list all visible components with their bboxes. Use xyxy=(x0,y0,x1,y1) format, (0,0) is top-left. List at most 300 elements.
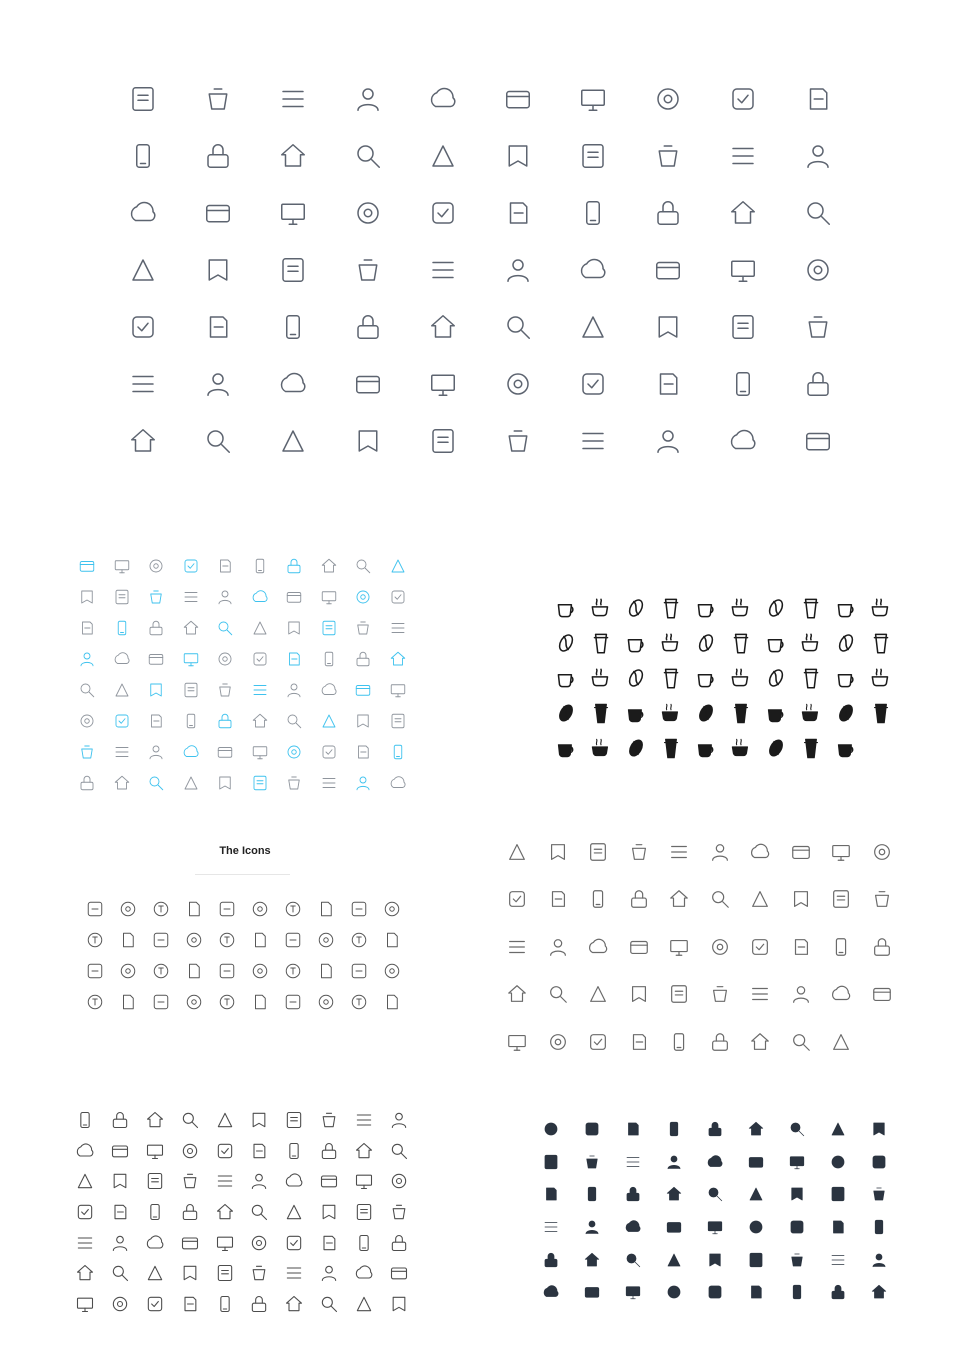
pinterest-circle-icon xyxy=(111,924,144,955)
smartphone-icon xyxy=(277,1105,312,1136)
gear-icon xyxy=(330,241,405,298)
store-icon xyxy=(705,184,780,241)
linkedin-circle-icon xyxy=(210,924,243,955)
sun-icon xyxy=(555,298,630,355)
umbrella-icon xyxy=(480,298,555,355)
palm-island-icon xyxy=(740,923,781,971)
palm-tree-icon xyxy=(538,971,579,1019)
map-route-icon xyxy=(346,1227,381,1258)
bar-chart-solid-icon xyxy=(612,1243,653,1276)
facebook-circle-icon xyxy=(375,893,408,924)
mouse-icon xyxy=(277,705,312,736)
checklist-icon xyxy=(312,705,347,736)
close-x-icon xyxy=(735,1243,776,1276)
latte-art-icon xyxy=(688,660,723,695)
shopping-bags-icon xyxy=(858,1178,899,1211)
twitter-circle-icon xyxy=(342,893,375,924)
google-plus-circle-icon xyxy=(177,924,210,955)
plus-circle-icon xyxy=(242,1258,277,1289)
notebook-pen-icon xyxy=(105,70,180,127)
diamond-icon xyxy=(480,70,555,127)
rocket-icon xyxy=(330,412,405,469)
refresh-circle-icon xyxy=(105,412,180,469)
barcode-icon xyxy=(172,1197,207,1228)
user-circle-icon xyxy=(312,550,347,581)
chat-check-icon xyxy=(174,643,209,674)
share-icon xyxy=(210,893,243,924)
clipboard-empty-icon xyxy=(312,1258,347,1289)
building-icon xyxy=(70,705,105,736)
laptop-icon xyxy=(208,736,243,767)
mug-tall-solid-icon xyxy=(793,730,828,765)
link-chain-icon xyxy=(817,1113,858,1146)
folder-stack-icon xyxy=(277,1289,312,1320)
gear-pair-icon xyxy=(277,643,312,674)
image-frame-icon xyxy=(180,241,255,298)
card-list-icon xyxy=(103,1258,138,1289)
dropbox-circle-icon xyxy=(309,924,342,955)
list-bullets-icon xyxy=(694,1146,735,1179)
beach-bag-icon xyxy=(740,876,781,924)
people-icon-grid xyxy=(70,550,415,798)
alarm-clock-icon xyxy=(555,184,630,241)
speaker-mute-icon xyxy=(312,1197,347,1228)
battery-charge-icon xyxy=(277,1166,312,1197)
zoom-out-icon xyxy=(530,1243,571,1276)
monitor-wave-icon xyxy=(68,1136,103,1167)
mobile-chat-icon xyxy=(105,643,140,674)
jpg-file-icon xyxy=(342,986,375,1017)
youtube-square-icon xyxy=(177,955,210,986)
crowd-icon xyxy=(70,767,105,798)
ring-icon xyxy=(858,1276,899,1309)
tablet-icon xyxy=(312,1105,347,1136)
psd-file-icon xyxy=(210,986,243,1017)
pen-tool-icon xyxy=(103,1289,138,1320)
user-transfer-icon xyxy=(381,581,416,612)
battery-full-icon xyxy=(68,1197,103,1228)
laptop-user-icon xyxy=(105,736,140,767)
file-plus-icon xyxy=(330,355,405,412)
share-solid-icon xyxy=(735,1211,776,1244)
user-plain-icon xyxy=(277,581,312,612)
pie-chart-solid-icon xyxy=(694,1113,735,1146)
user-gear-icon xyxy=(139,550,174,581)
funnel-icon xyxy=(180,412,255,469)
user-upload-icon xyxy=(346,581,381,612)
steam-bowl-icon xyxy=(863,590,898,625)
battery-charging-icon xyxy=(105,298,180,355)
camcorder-icon xyxy=(207,1105,242,1136)
tumblr-square-icon xyxy=(342,955,375,986)
team-leader-icon xyxy=(312,736,347,767)
audience-icon xyxy=(312,612,347,643)
person-walking-icon xyxy=(653,1113,694,1146)
grid-apps-icon xyxy=(780,355,855,412)
news-panel-icon xyxy=(172,1258,207,1289)
cycle-arrows-icon xyxy=(174,612,209,643)
audience-chart-icon xyxy=(381,736,416,767)
mug-round-icon xyxy=(828,660,863,695)
globe-icon xyxy=(480,127,555,184)
linkedin-square-icon xyxy=(309,955,342,986)
bowl-steam-icon xyxy=(863,625,898,660)
life-buoy-icon xyxy=(653,1276,694,1309)
person-standing-icon xyxy=(653,1146,694,1179)
phone-icon xyxy=(612,1211,653,1244)
monitor-code-icon xyxy=(255,184,330,241)
location-pin-icon xyxy=(735,1146,776,1179)
cup-mini-solid-icon xyxy=(583,730,618,765)
steam-bowl-solid-icon xyxy=(863,660,898,695)
forest-icon xyxy=(659,1018,700,1066)
wave-icon xyxy=(497,971,538,1019)
twitter-square-icon xyxy=(111,955,144,986)
signal-bars-icon xyxy=(530,1276,571,1309)
sliders-icon xyxy=(255,355,330,412)
chart-board-icon xyxy=(277,674,312,705)
road-sign-icon xyxy=(776,1113,817,1146)
user-chat-icon xyxy=(70,550,105,581)
phone-book-icon xyxy=(255,127,330,184)
map-folded-icon xyxy=(821,923,862,971)
camera-stack-icon xyxy=(138,1166,173,1197)
user-circle-outline-icon xyxy=(381,1289,416,1320)
barcode-box-icon xyxy=(242,1197,277,1228)
compass-user-icon xyxy=(346,612,381,643)
calendar-grid-icon xyxy=(776,1178,817,1211)
hacker-news-square-icon xyxy=(375,955,408,986)
camera-icon xyxy=(180,70,255,127)
bean-single-icon xyxy=(688,625,723,660)
map-pin-home-icon xyxy=(180,127,255,184)
menu-bullets-icon xyxy=(172,1289,207,1320)
mobile-booking-icon xyxy=(497,923,538,971)
speaker-low-icon xyxy=(346,1197,381,1228)
wifi-icon xyxy=(858,1211,899,1244)
espresso-top-icon xyxy=(618,625,653,660)
toggle-panel-icon xyxy=(207,1227,242,1258)
paper-plane-icon xyxy=(105,184,180,241)
travel-icon-set xyxy=(497,828,937,1063)
user-up-icon xyxy=(346,550,381,581)
solid-icon-grid xyxy=(530,1113,899,1309)
cloud-upload-icon xyxy=(555,127,630,184)
battery-empty-icon xyxy=(312,1166,347,1197)
coffee-icon-set xyxy=(548,590,900,775)
takeaway-cup-icon xyxy=(618,590,653,625)
battery-half-icon xyxy=(381,1166,416,1197)
power-button-icon xyxy=(138,1197,173,1228)
music-notes-icon xyxy=(530,1211,571,1244)
cup-solid-icon xyxy=(758,695,793,730)
gear-cog-icon xyxy=(312,1227,347,1258)
tent-icon xyxy=(821,1018,862,1066)
steam-cup-solid-icon xyxy=(583,695,618,730)
printer-solid-icon xyxy=(694,1211,735,1244)
flow-steps-icon xyxy=(346,705,381,736)
briefcase-icon xyxy=(555,241,630,298)
beans-pair-icon xyxy=(723,625,758,660)
facebook-square-icon xyxy=(144,955,177,986)
monitor-upload-icon xyxy=(138,1136,173,1167)
dollar-user-icon xyxy=(174,767,209,798)
circle-loading-icon xyxy=(381,643,416,674)
bowl-solid-icon xyxy=(863,695,898,730)
newspaper-icon xyxy=(630,241,705,298)
desk-user-icon xyxy=(139,767,174,798)
latte-art-solid-icon xyxy=(688,730,723,765)
video-camera-icon xyxy=(138,1105,173,1136)
files-icon xyxy=(776,1276,817,1309)
rss-icon xyxy=(78,893,111,924)
luggage-icon xyxy=(862,971,903,1019)
price-tag-solid-icon xyxy=(735,1276,776,1309)
broadcast-icon xyxy=(858,1243,899,1276)
user-message-icon xyxy=(243,581,278,612)
swap-boxes-icon xyxy=(70,612,105,643)
bunting-icon xyxy=(781,1018,822,1066)
social-icon-grid xyxy=(78,893,408,1017)
notebook-icon xyxy=(571,1178,612,1211)
shopping-cart-boxes-icon xyxy=(405,241,480,298)
sliders-horizontal-icon xyxy=(172,1227,207,1258)
surfboard-icon xyxy=(578,971,619,1019)
life-ring-icon xyxy=(659,828,700,876)
trash-icon xyxy=(780,298,855,355)
mug-pattern-icon xyxy=(723,660,758,695)
suitcase-sticker-icon xyxy=(862,876,903,924)
mug-solid-icon xyxy=(548,695,583,730)
presentation-user-icon xyxy=(381,612,416,643)
light-bulb-icon xyxy=(705,241,780,298)
laptop-icon xyxy=(346,1105,381,1136)
location-radar-icon xyxy=(144,893,177,924)
browser-window-icon xyxy=(330,127,405,184)
map-fold-icon xyxy=(694,1276,735,1309)
card-stack-icon xyxy=(68,1258,103,1289)
battery-low-icon xyxy=(346,1166,381,1197)
user-lock-icon xyxy=(312,581,347,612)
user-clock-icon xyxy=(105,581,140,612)
google-plus-square-icon xyxy=(276,955,309,986)
idea-burst-icon xyxy=(105,767,140,798)
espresso-solid-icon xyxy=(618,695,653,730)
line-icon-grid xyxy=(105,70,855,469)
graph-line-icon xyxy=(177,893,210,924)
steaming-cup-icon xyxy=(793,590,828,625)
photo-chat-icon xyxy=(174,736,209,767)
jet-ski-icon xyxy=(538,828,579,876)
monitor-download-icon xyxy=(103,1136,138,1167)
hierarchy-icon xyxy=(105,705,140,736)
steam-mug-icon xyxy=(548,625,583,660)
gears-icon xyxy=(243,643,278,674)
podcast-icon xyxy=(111,893,144,924)
at-sign-icon xyxy=(243,893,276,924)
cup-saucer-icon xyxy=(828,590,863,625)
bus-icon xyxy=(659,971,700,1019)
wordpress-square-icon xyxy=(144,986,177,1017)
thumb-chat-icon xyxy=(139,736,174,767)
team-pyramid-icon xyxy=(208,705,243,736)
camera-photo-icon xyxy=(68,1166,103,1197)
camera-box-icon xyxy=(346,1136,381,1167)
database-icon xyxy=(309,893,342,924)
takeaway-tall-solid-icon xyxy=(653,730,688,765)
shredder-icon xyxy=(277,1197,312,1228)
microphone-stand-icon xyxy=(208,767,243,798)
leaves-icon xyxy=(255,70,330,127)
settings-gear-icon xyxy=(277,1227,312,1258)
envelope-icon xyxy=(571,1211,612,1244)
folder-icon xyxy=(330,70,405,127)
clock-icon xyxy=(530,1146,571,1179)
wallet-icon xyxy=(405,298,480,355)
island-hills-icon xyxy=(700,923,741,971)
bulb-icon xyxy=(776,1243,817,1276)
cloud-network-icon xyxy=(243,767,278,798)
youtube-circle-icon xyxy=(78,924,111,955)
battery-max-icon xyxy=(103,1197,138,1228)
mug-big-solid-icon xyxy=(548,730,583,765)
cycle-user-icon xyxy=(346,767,381,798)
coconut-icon xyxy=(862,923,903,971)
pause-solid-icon xyxy=(735,1178,776,1211)
instagram-circle-icon xyxy=(342,924,375,955)
growth-chart-icon xyxy=(817,1211,858,1244)
gear-solid-icon xyxy=(735,1113,776,1146)
head-gear-icon xyxy=(243,550,278,581)
coffee-beans-icon xyxy=(548,590,583,625)
camera-lens-icon xyxy=(381,1136,416,1167)
swimsuit-icon xyxy=(781,876,822,924)
arrow-up-box-icon xyxy=(105,612,140,643)
volume-icon xyxy=(612,1178,653,1211)
photo-frame-icon xyxy=(497,828,538,876)
passport-photo-icon xyxy=(578,876,619,924)
sitemap-icon xyxy=(255,412,330,469)
copy-layers-icon xyxy=(780,70,855,127)
film-camera-icon xyxy=(242,1105,277,1136)
device-icon-set xyxy=(68,1105,418,1320)
dribbble-circle-icon xyxy=(276,893,309,924)
menu-list-icon xyxy=(207,1289,242,1320)
paperclip-document-icon xyxy=(555,70,630,127)
shield-user-icon xyxy=(780,184,855,241)
pause-circle-icon xyxy=(571,1113,612,1146)
bean-solid-icon xyxy=(688,695,723,730)
magnifier-icon xyxy=(180,298,255,355)
takeaway-small-icon xyxy=(653,625,688,660)
user-add-icon xyxy=(208,581,243,612)
user-remove-icon xyxy=(381,550,416,581)
list-panel-icon xyxy=(381,1227,416,1258)
cloud-upload-solid-icon xyxy=(817,1178,858,1211)
cassette-icon xyxy=(172,1105,207,1136)
credit-card-dollar-icon xyxy=(705,70,780,127)
trophy-icon xyxy=(817,1243,858,1276)
smartphone-wifi-check-icon xyxy=(405,127,480,184)
dribbble-square2-icon xyxy=(177,986,210,1017)
ticket-icon xyxy=(619,923,660,971)
castle-icon xyxy=(700,828,741,876)
plate-solid-icon xyxy=(618,730,653,765)
mug-steam-solid-icon xyxy=(793,695,828,730)
pdf-file-icon xyxy=(276,986,309,1017)
padlock-icon xyxy=(780,241,855,298)
moka-pot-icon xyxy=(583,590,618,625)
hand-pointer-icon xyxy=(330,184,405,241)
group-icon xyxy=(243,612,278,643)
title-divider xyxy=(195,874,290,875)
takeaway-solid-icon xyxy=(653,695,688,730)
male-icon xyxy=(571,1276,612,1309)
send-plane-icon xyxy=(138,1227,173,1258)
check-mark-icon xyxy=(817,1276,858,1309)
lantern-icon xyxy=(700,1018,741,1066)
weather-cloud-icon xyxy=(480,355,555,412)
device-icon-grid xyxy=(68,1105,416,1319)
vinyl-disc-icon xyxy=(255,298,330,355)
pie-segment-icon xyxy=(208,674,243,705)
mug-cream-icon xyxy=(723,590,758,625)
wordpress-circle-icon xyxy=(375,924,408,955)
list-solid-icon xyxy=(694,1243,735,1276)
house-icon xyxy=(705,127,780,184)
cup-latte-icon xyxy=(758,625,793,660)
sunbed-icon xyxy=(659,876,700,924)
monitor-play-icon xyxy=(630,70,705,127)
hotel-map-icon xyxy=(781,828,822,876)
arrow-right-circle-icon xyxy=(174,705,209,736)
document-download-icon xyxy=(68,1227,103,1258)
briefcase-solid-icon xyxy=(776,1146,817,1179)
shopfront-icon xyxy=(277,767,312,798)
solid-icon-set xyxy=(530,1113,900,1313)
beach-chairs-icon xyxy=(619,971,660,1019)
steam-teacup2-icon xyxy=(758,660,793,695)
key-tag-icon xyxy=(68,1289,103,1320)
open-book-icon xyxy=(405,70,480,127)
heart-circle-icon xyxy=(405,355,480,412)
monitor-forward-icon xyxy=(207,1136,242,1167)
pinterest-square-icon xyxy=(210,955,243,986)
toolbox-icon xyxy=(381,1258,416,1289)
user-search-icon xyxy=(139,581,174,612)
download-bar-icon xyxy=(346,736,381,767)
latte-solid-icon xyxy=(828,695,863,730)
handshake-people-icon xyxy=(208,612,243,643)
dribbble-square-icon xyxy=(78,955,111,986)
box-package-icon xyxy=(381,674,416,705)
microphone-icon xyxy=(68,1105,103,1136)
gif-file-icon xyxy=(309,986,342,1017)
latte-plate-icon xyxy=(618,660,653,695)
tv-static-icon xyxy=(207,1166,242,1197)
printer-icon xyxy=(139,674,174,705)
menu-lines-icon xyxy=(138,1289,173,1320)
briefcase-check-icon xyxy=(208,643,243,674)
instagram-square-icon xyxy=(111,986,144,1017)
network-computers-icon xyxy=(243,705,278,736)
bell-icon xyxy=(705,355,780,412)
floppy-save-icon xyxy=(312,1136,347,1167)
airplane-icon xyxy=(740,971,781,1019)
add-square-icon xyxy=(381,767,416,798)
handshake-icon xyxy=(243,736,278,767)
user-arrow-icon xyxy=(277,550,312,581)
